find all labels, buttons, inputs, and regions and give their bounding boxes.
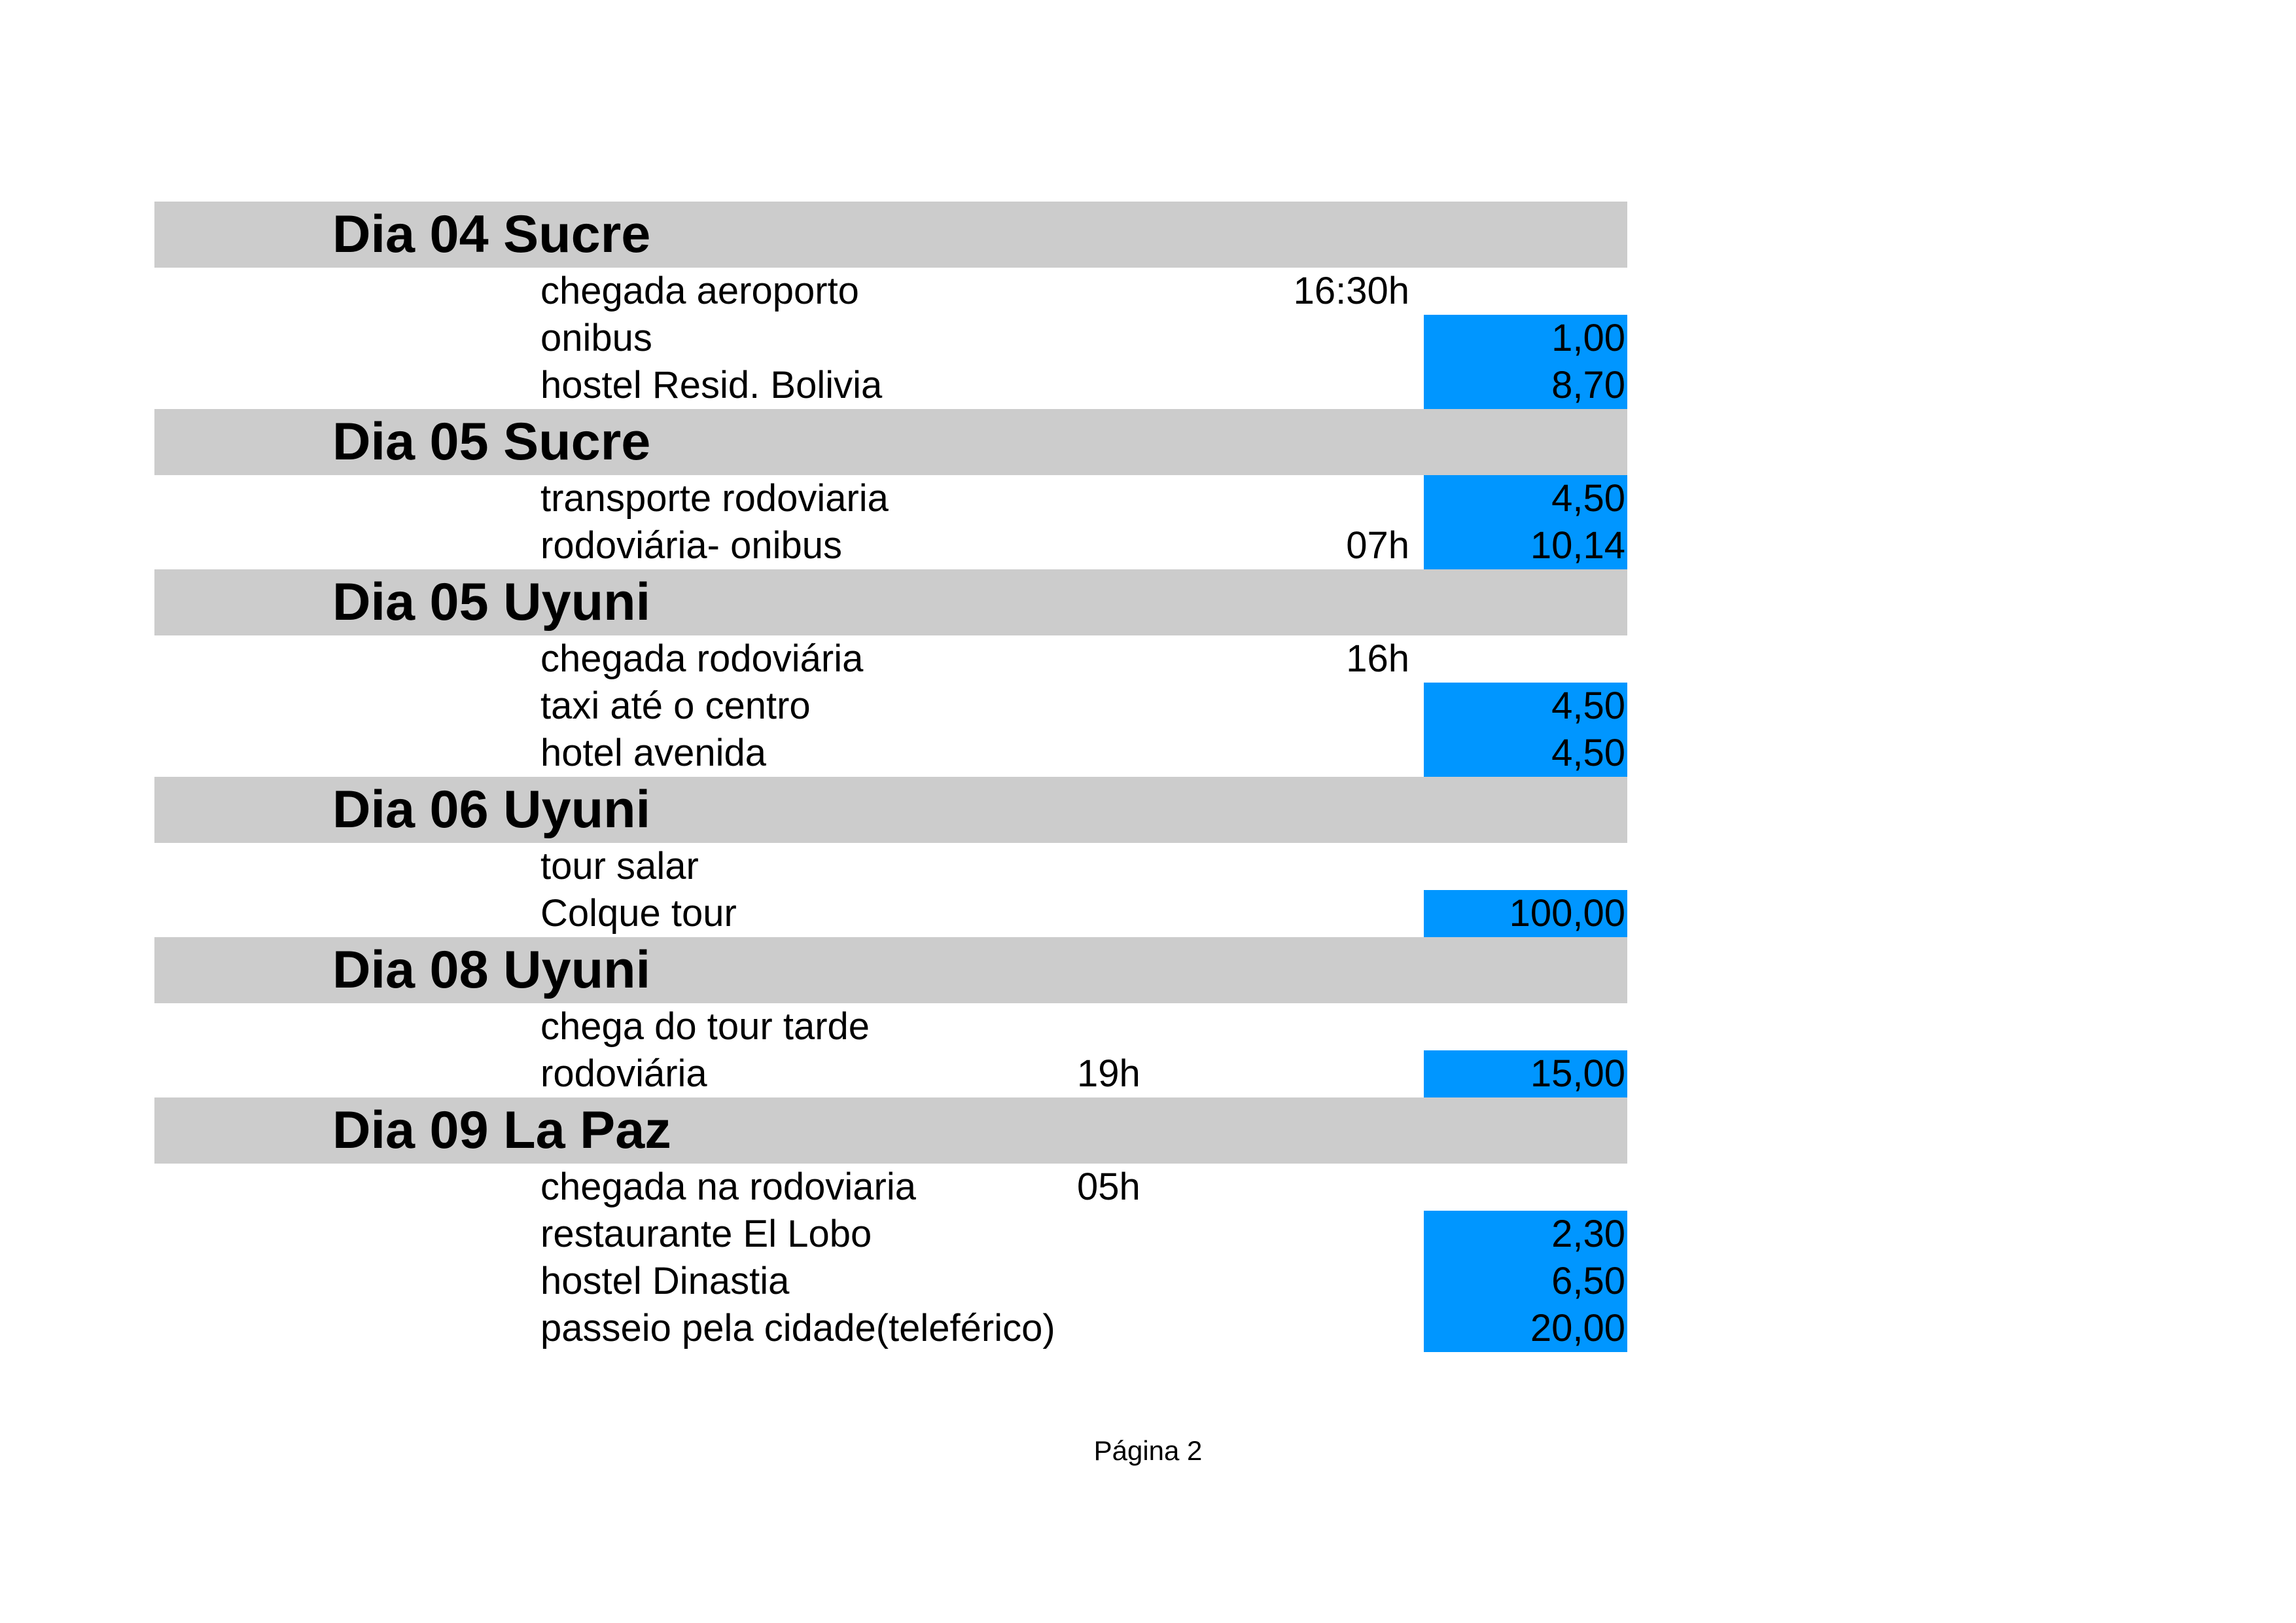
cost-cell: 4,50: [1424, 683, 1627, 730]
itinerary-row: [154, 1003, 1627, 1050]
itinerary-row: [154, 362, 1627, 409]
day-header: [154, 777, 1627, 843]
item-time: 05h: [1077, 1166, 1140, 1208]
itinerary-row: [154, 890, 1627, 937]
item-label: chega do tour tarde: [540, 1005, 870, 1048]
item-time: 07h: [1346, 524, 1409, 567]
item-label: chegada na rodoviaria: [540, 1166, 916, 1208]
day-title: Dia 04 Sucre: [332, 205, 651, 264]
cost-cell: 15,00: [1424, 1050, 1627, 1097]
item-label: restaurante El Lobo: [540, 1213, 872, 1255]
itinerary-sheet: [154, 202, 1627, 1352]
day-header: [154, 937, 1627, 1003]
day-header: [154, 569, 1627, 635]
cost-cell: 2,30: [1424, 1211, 1627, 1258]
itinerary-row: [154, 268, 1627, 315]
cost-cell: 100,00: [1424, 890, 1627, 937]
day-title: Dia 08 Uyuni: [332, 940, 651, 999]
day-header: [154, 202, 1627, 268]
day-title: Dia 05 Sucre: [332, 412, 651, 471]
itinerary-row: [154, 1050, 1627, 1097]
day-title: Dia 05 Uyuni: [332, 573, 651, 632]
item-label: rodoviária- onibus: [540, 524, 843, 567]
day-title: Dia 09 La Paz: [332, 1101, 671, 1160]
itinerary-row: [154, 1258, 1627, 1305]
item-label: hotel avenida: [540, 732, 767, 774]
itinerary-row: [154, 1305, 1627, 1352]
item-label: hostel Resid. Bolivia: [540, 364, 883, 406]
page-number: Página 2: [1093, 1435, 1203, 1466]
cost-cell: 4,50: [1424, 475, 1627, 522]
item-time: 16:30h: [1293, 270, 1409, 312]
item-label: transporte rodoviaria: [540, 477, 889, 520]
item-label: Colque tour: [540, 892, 737, 935]
item-label: onibus: [540, 317, 652, 359]
item-label: passeio pela cidade(teleférico): [540, 1307, 1055, 1349]
itinerary-row: [154, 315, 1627, 362]
itinerary-row: [154, 475, 1627, 522]
cost-cell: 10,14: [1424, 522, 1627, 569]
cost-cell: 1,00: [1424, 315, 1627, 362]
itinerary-row: [154, 683, 1627, 730]
item-label: rodoviária: [540, 1052, 707, 1095]
itinerary-row: [154, 843, 1627, 890]
cost-cell: 8,70: [1424, 362, 1627, 409]
itinerary-row: [154, 522, 1627, 569]
itinerary-row: [154, 635, 1627, 683]
itinerary-row: [154, 1164, 1627, 1211]
item-label: chegada rodoviária: [540, 637, 864, 680]
cost-cell: 4,50: [1424, 730, 1627, 777]
item-label: hostel Dinastia: [540, 1260, 790, 1302]
itinerary-row: [154, 1211, 1627, 1258]
item-label: tour salar: [540, 845, 699, 887]
item-label: taxi até o centro: [540, 685, 811, 727]
item-label: chegada aeroporto: [540, 270, 859, 312]
cost-cell: 20,00: [1424, 1305, 1627, 1352]
day-header: [154, 409, 1627, 475]
day-title: Dia 06 Uyuni: [332, 780, 651, 839]
item-time: 16h: [1346, 637, 1409, 680]
cost-cell: 6,50: [1424, 1258, 1627, 1305]
itinerary-row: [154, 730, 1627, 777]
day-header: [154, 1097, 1627, 1164]
item-time: 19h: [1077, 1052, 1140, 1095]
